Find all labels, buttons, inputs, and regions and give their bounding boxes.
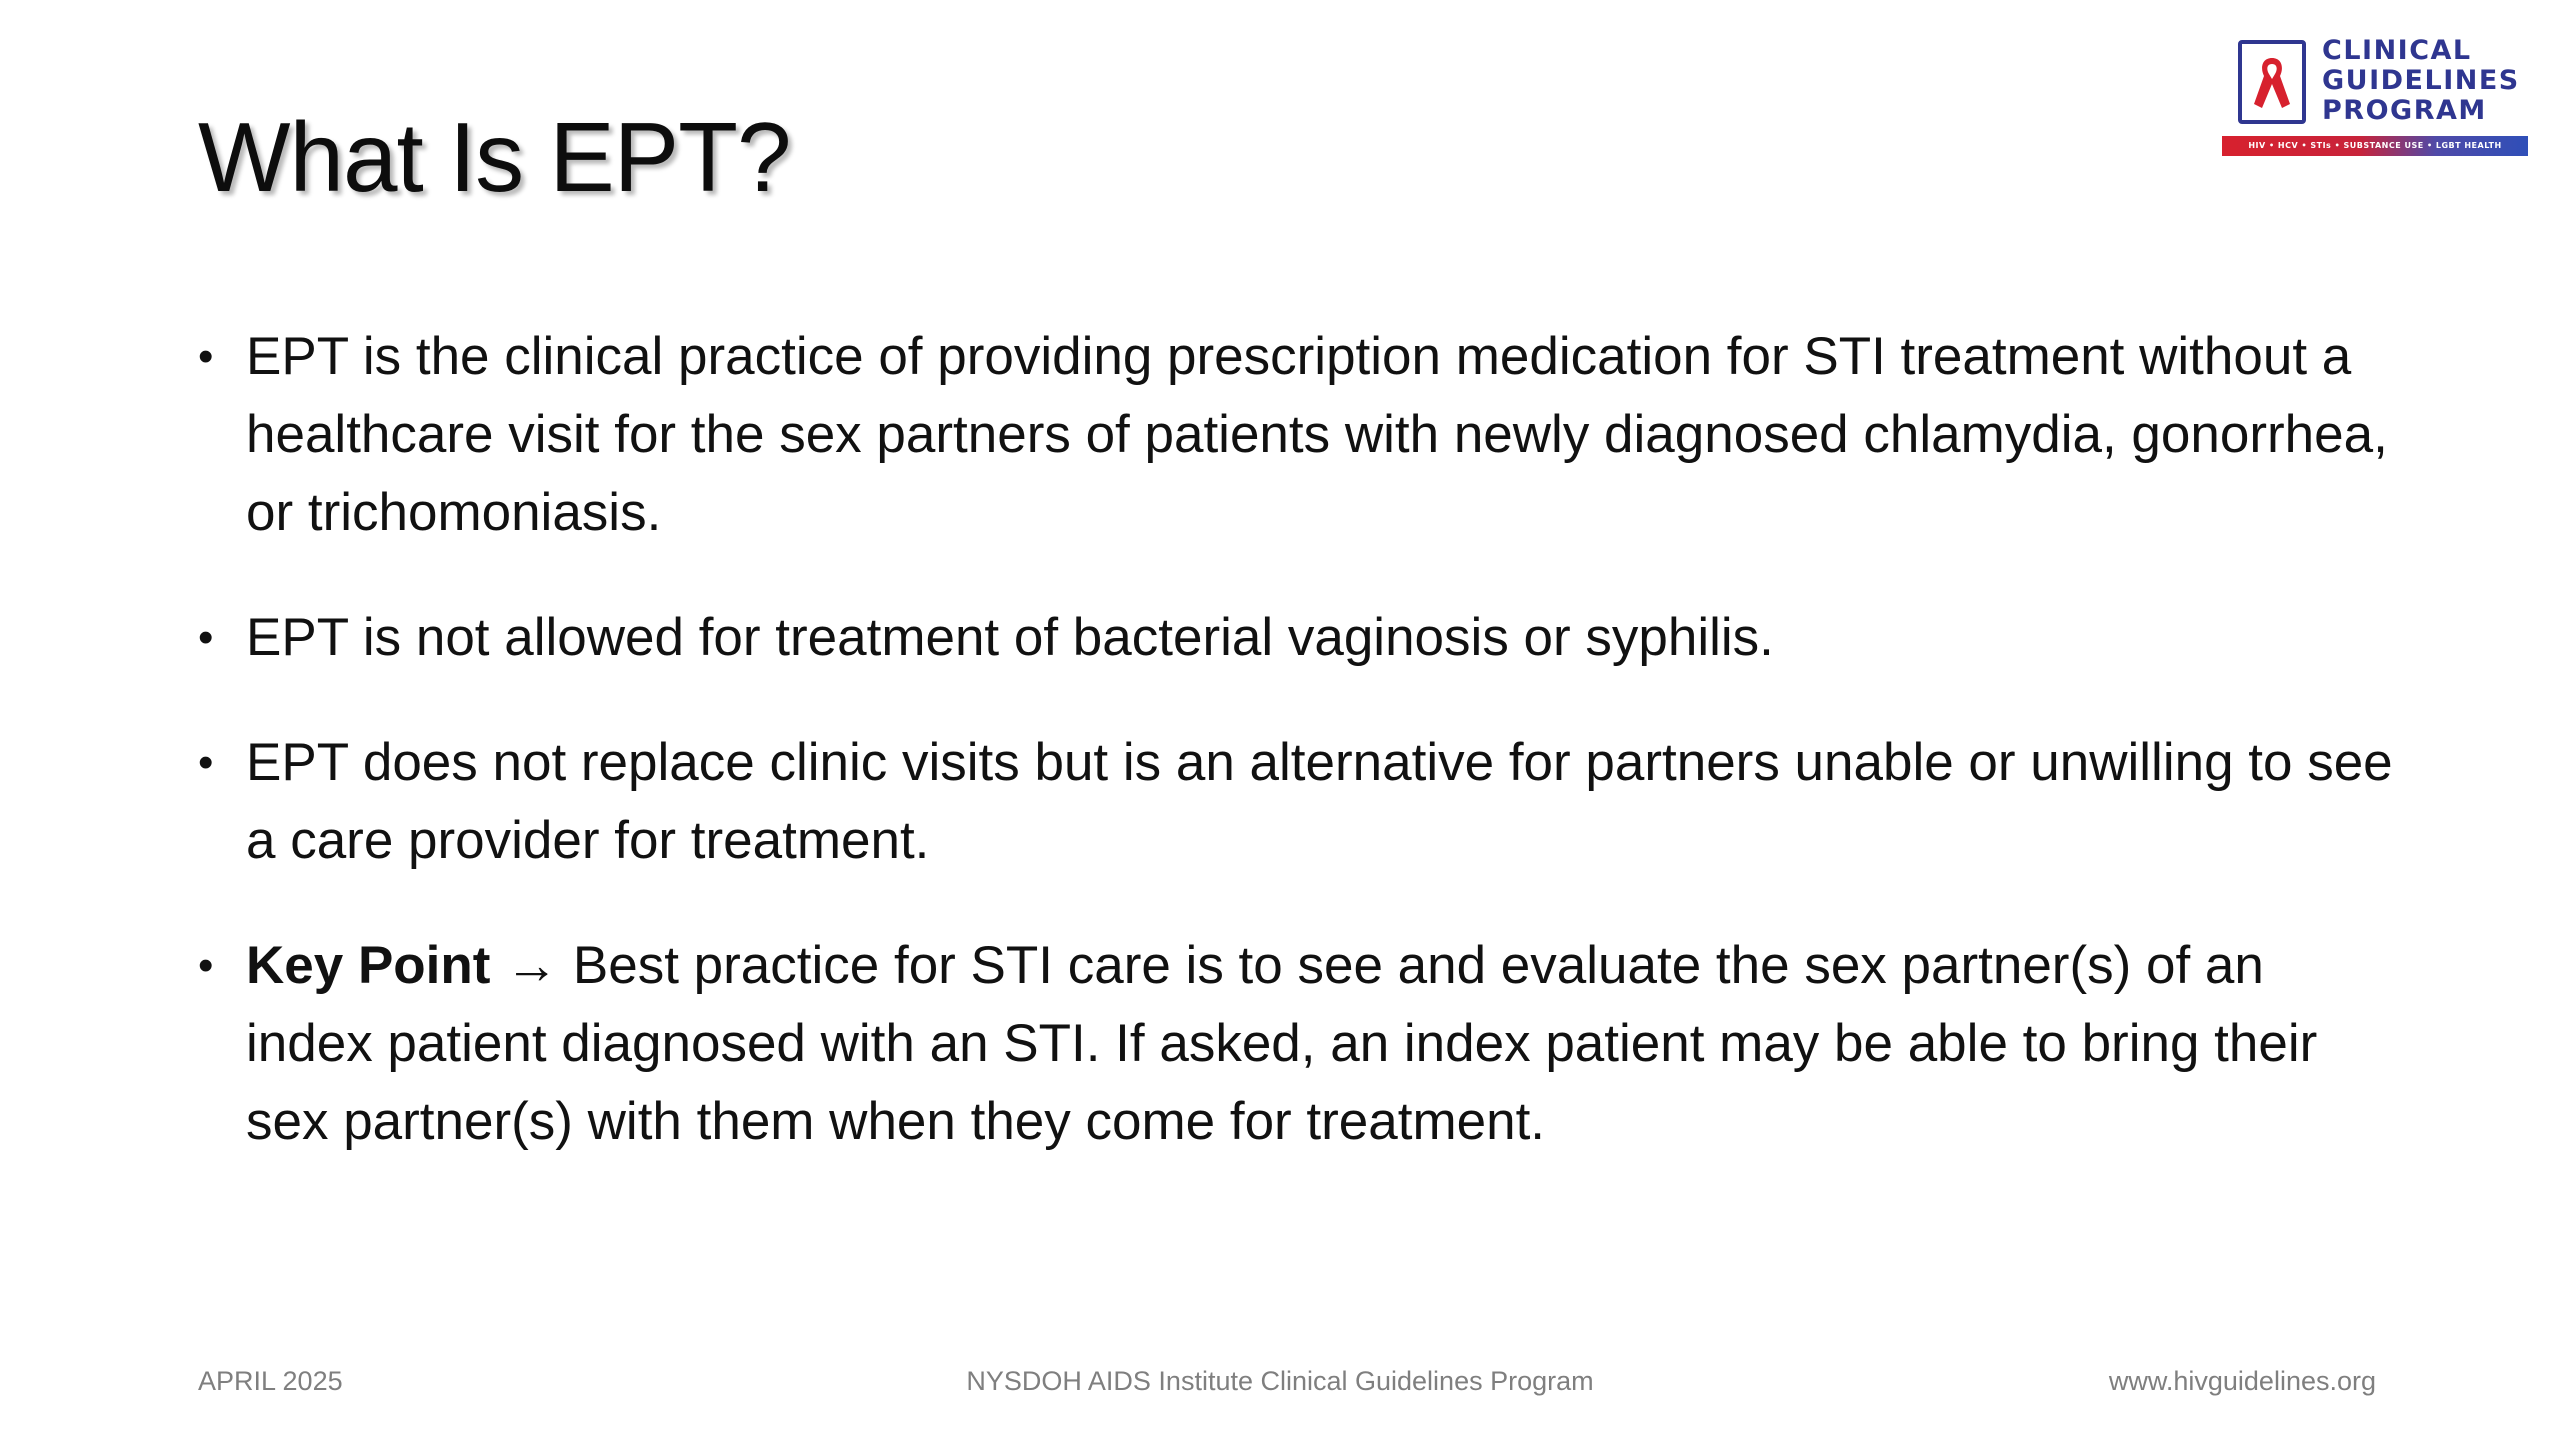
bullet-item <box>196 599 2396 677</box>
clinical-guidelines-logo <box>2222 30 2530 162</box>
bullet-text: EPT is the clinical practice of providing prescription medication for STI treatment without a healthcare visit for the sex partners of patients with newly diagnosed chlamydia, gonorrhea, or trichomoniasis. <box>246 327 2388 542</box>
key-point-label: Key Point → <box>246 936 559 995</box>
bullet-item-key-point <box>196 927 2396 1161</box>
footer-organization: NYSDOH AIDS Institute Clinical Guidelines Program <box>966 1366 1594 1396</box>
bullet-marker: • <box>198 613 214 662</box>
red-ribbon-icon <box>2252 54 2292 110</box>
logo-wordmark <box>2322 36 2532 126</box>
logo-line-1: CLINICAL <box>2322 35 2472 66</box>
bullet-marker: • <box>198 738 214 787</box>
bullet-text: EPT does not replace clinic visits but is an alternative for partners unable or unwilling to see a care provider for treatment. <box>246 733 2393 870</box>
logo-line-2: GUIDELINES <box>2322 65 2520 96</box>
bullet-item <box>196 724 2396 880</box>
slide-title: What Is EPT? <box>198 102 791 212</box>
footer-url: www.hivguidelines.org <box>2108 1366 2376 1396</box>
footer-date: APRIL 2025 <box>198 1366 343 1396</box>
logo-line-3: PROGRAM <box>2322 95 2487 126</box>
bullet-marker: • <box>198 332 214 381</box>
bullet-text: EPT is not allowed for treatment of bacterial vaginosis or syphilis. <box>246 608 1774 667</box>
bullet-text: Best practice for STI care is to see and evaluate the sex partner(s) of an index patient diagnosed with an STI. If asked, an index patient may be able to bring their sex partner(s) with them when they come for treatment. <box>246 936 2318 1151</box>
logo-mark <box>2238 40 2306 124</box>
bullet-item <box>196 318 2396 552</box>
bullet-marker: • <box>198 941 214 990</box>
logo-tagline: HIV • HCV • STIs • SUBSTANCE USE • LGBT HEALTH <box>2222 136 2528 156</box>
bullet-list <box>196 318 2396 1208</box>
